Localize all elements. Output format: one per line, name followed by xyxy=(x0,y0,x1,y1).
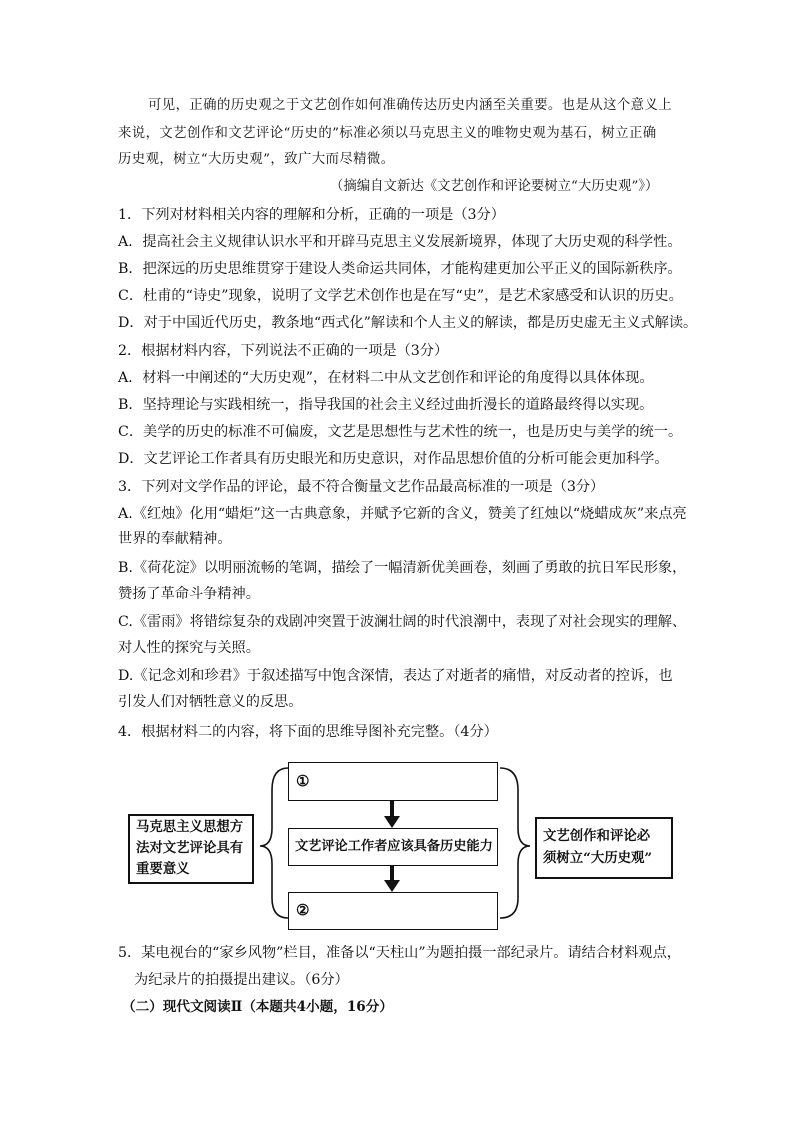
q3-stem: 3．下列对文学作品的评论，最不符合衡量文艺作品最高标准的一项是（3分） xyxy=(118,479,605,495)
arrow-down-2-head xyxy=(384,880,400,892)
slot-1-marker: ① xyxy=(296,772,310,790)
right-concept-line-1: 文艺创作和评论必 xyxy=(543,828,651,844)
q3-option-a-line1: A.《红烛》化用“蜡炬”这一古典意象，并赋予它新的含义，赞美了红烛以“烧蜡成灰”来点亮 xyxy=(118,506,687,522)
middle-concept-text: 文艺评论工作者应该具备历史能力 xyxy=(295,839,493,854)
q4-stem: 4．根据材料二的内容，将下面的思维导图补充完整。（4分） xyxy=(118,724,498,740)
right-concept-line-2: 须树立“大历史观” xyxy=(543,850,653,866)
source-citation: （摘编自文新达《文艺创作和评论要树立“大历史观”》） xyxy=(330,179,659,194)
slot-2-marker: ② xyxy=(296,901,310,919)
q5-line-2: 为纪录片的拍摄提出建议。（6分） xyxy=(134,972,349,988)
intro-line-2: 来说，文艺创作和文艺评论“历史的”标准必须以马克思主义的唯物史观为基石，树立正确 xyxy=(118,126,657,141)
q1-option-b: B．把深远的历史思维贯穿于建设人类命运共同体，才能构建更加公平正义的国际新秩序。 xyxy=(118,261,682,277)
q3-option-a-line2: 世界的奉献精神。 xyxy=(118,531,232,547)
left-brace xyxy=(260,768,288,918)
intro-line-1: 可见，正确的历史观之于文艺创作如何准确传达历史内涵至关重要。也是从这个意义上 xyxy=(148,98,673,113)
q3-option-d-line1: D.《记念刘和珍君》于叙述描写中饱含深情，表达了对逝者的痛惜，对反动者的控诉，也 xyxy=(118,668,673,684)
q2-option-a: A．材料一中阐述的“大历史观”，在材料二中从文艺创作和评论的角度得以具体体现。 xyxy=(118,370,654,386)
q5-line-1: 5．某电视台的“家乡风物”栏目，准备以“天柱山”为题拍摄一部纪录片。请结合材料观点， xyxy=(118,945,681,961)
q2-option-d: D．文艺评论工作者具有历史眼光和历史意识，对作品思想价值的分析可能会更加科学。 xyxy=(118,451,669,467)
q3-option-b-line2: 赞扬了革命斗争精神。 xyxy=(118,586,260,602)
q3-option-d-line2: 引发人们对牺牲意义的反思。 xyxy=(118,694,303,710)
q3-option-c-line1: C.《雷雨》将错综复杂的戏剧冲突置于波澜壮阔的时代浪潮中，表现了对社会现实的理解、 xyxy=(118,614,687,630)
q2-option-b: B．坚持理论与实践相统一，指导我国的社会主义经过曲折漫长的道路最终得以实现。 xyxy=(118,397,654,413)
arrow-down-1-head xyxy=(384,816,400,828)
right-brace xyxy=(500,768,530,918)
blank-slot-1[interactable] xyxy=(288,762,498,801)
blank-slot-2[interactable] xyxy=(288,892,498,930)
left-concept-line-3: 重要意义 xyxy=(136,861,190,877)
left-concept-line-2: 法对文艺评论具有 xyxy=(136,840,244,856)
q2-stem: 2．根据材料内容，下列说法不正确的一项是（3分） xyxy=(118,343,449,359)
q1-option-a: A．提高社会主义规律认识水平和开辟马克思主义发展新境界，体现了大历史观的科学性。 xyxy=(118,234,682,250)
section-heading: （二）现代文阅读Ⅱ（本题共4小题，16分） xyxy=(122,999,393,1015)
left-concept-line-1: 马克思主义思想方 xyxy=(136,819,244,835)
intro-line-3: 历史观，树立“大历史观”，致广大而尽精微。 xyxy=(118,152,395,167)
q1-stem: 1．下列对材料相关内容的理解和分析，正确的一项是（3分） xyxy=(118,207,505,223)
q3-option-c-line2: 对人性的探究与关照。 xyxy=(118,640,260,656)
q1-option-d: D．对于中国近代历史，教条地“西式化”解读和个人主义的解读，都是历史虚无主义式解读。 xyxy=(118,315,698,331)
q2-option-c: C．美学的历史的标准不可偏废，文艺是思想性与艺术性的统一，也是历史与美学的统一。 xyxy=(118,424,683,440)
q3-option-b-line1: B.《荷花淀》以明丽流畅的笔调，描绘了一幅清新优美画卷，刻画了勇敢的抗日军民形象， xyxy=(118,560,687,576)
q1-option-c: C．杜甫的“诗史”现象，说明了文学艺术创作也是在写“史”，是艺术家感受和认识的历史。 xyxy=(118,288,683,304)
